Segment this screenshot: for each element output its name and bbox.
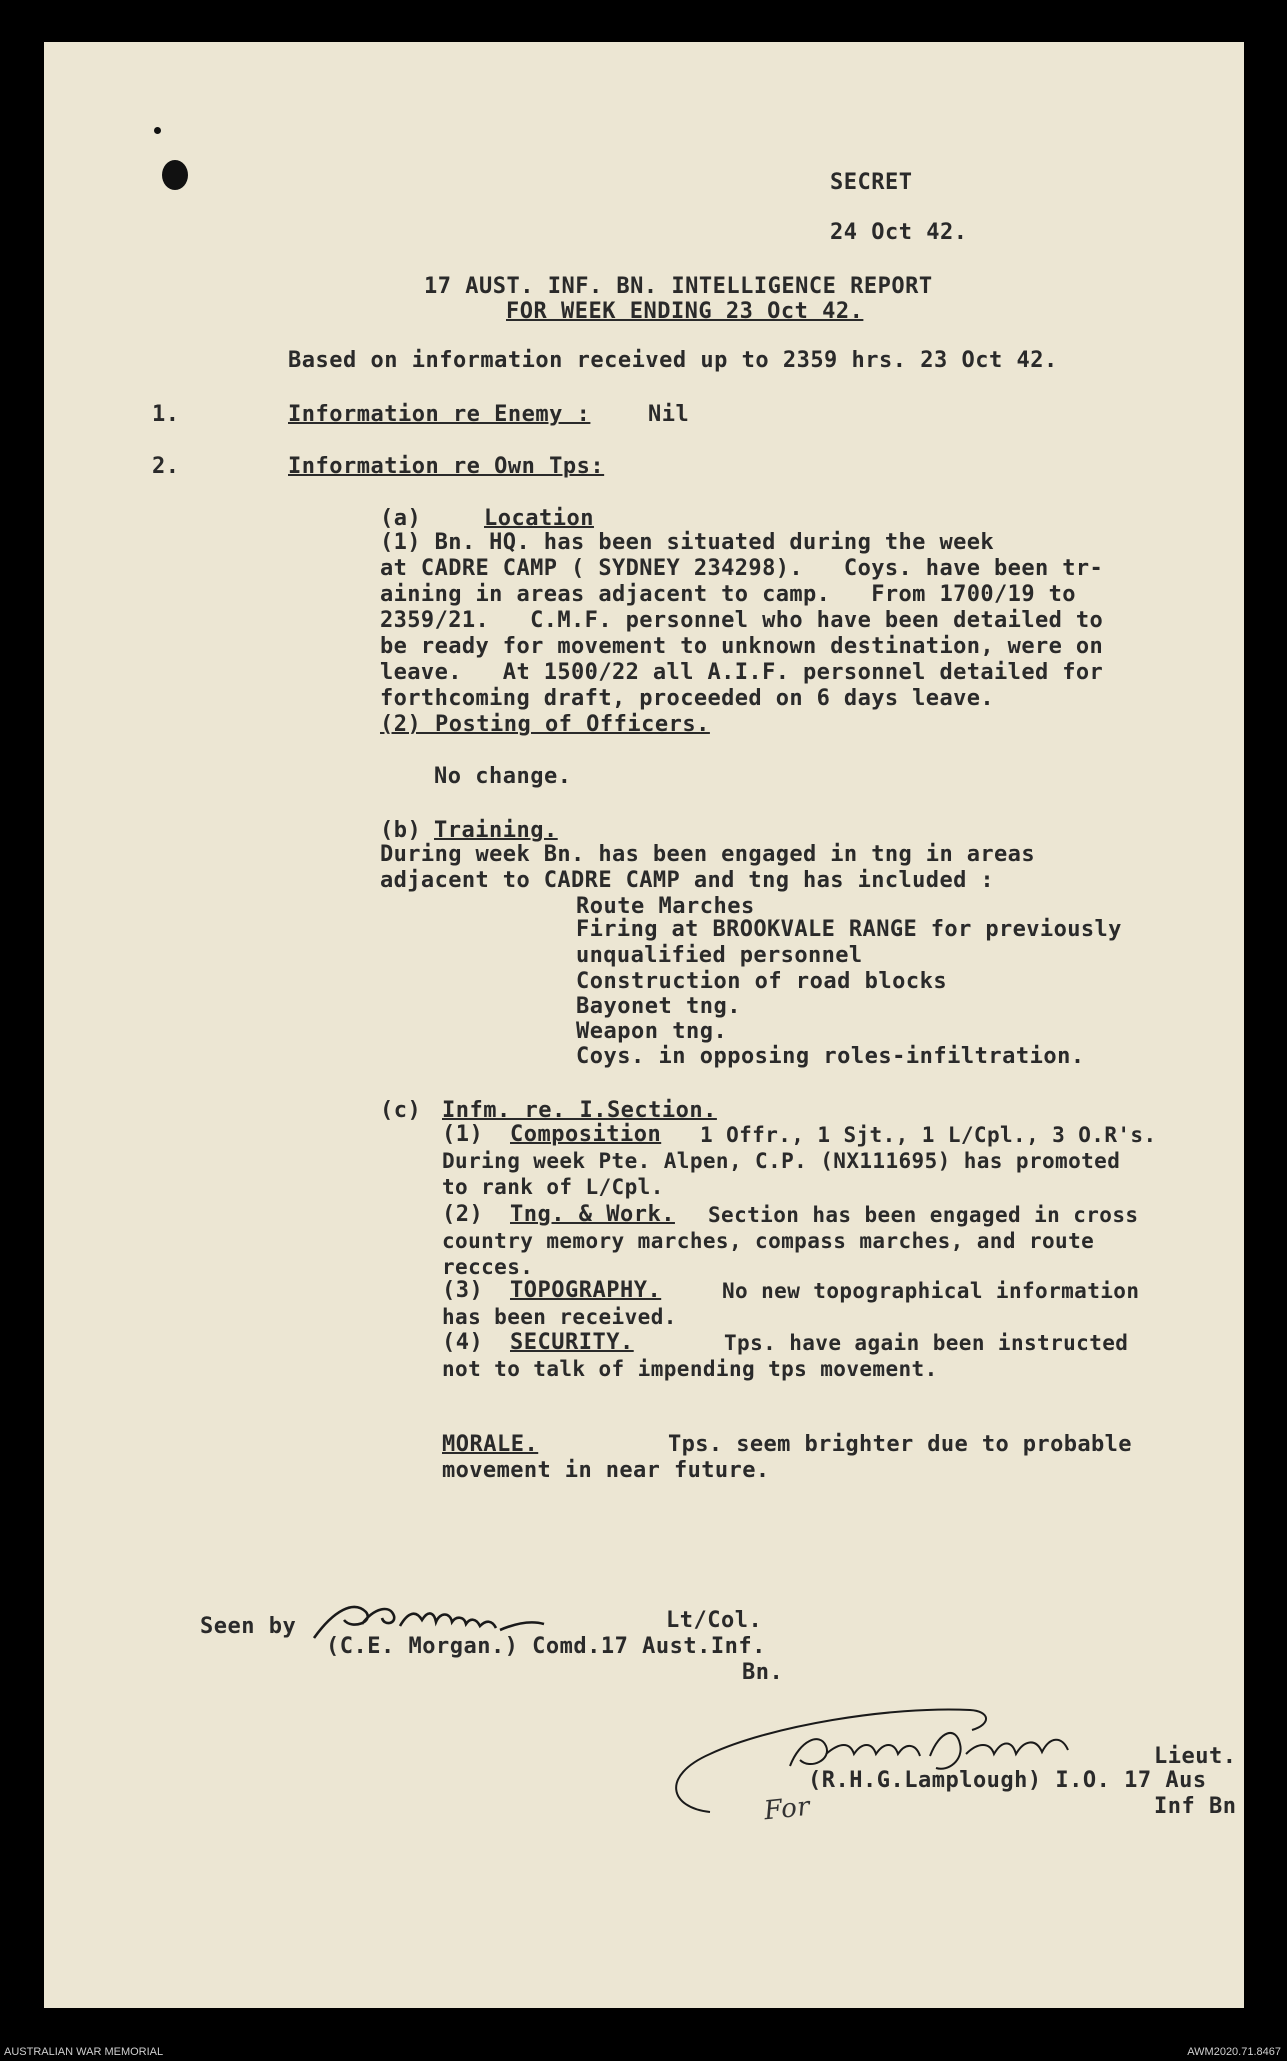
section1-number: 1.	[152, 402, 180, 427]
composition-heading: Composition	[510, 1122, 662, 1147]
io-signature	[650, 1680, 1110, 1820]
morale-text: Tps. seem brighter due to probable movement in near future.	[442, 1432, 1132, 1483]
training-item: Route Marches	[576, 894, 755, 919]
io-name: (R.H.G.Lamplough) I.O. 17 Aus	[808, 1768, 1207, 1793]
training-item: Construction of road blocks	[576, 969, 948, 994]
document-page	[44, 42, 1244, 2008]
location-text: (1) Bn. HQ. has been situated during the week at CADRE CAMP ( SYDNEY 234298). Coys. have been tr- aining in areas adjacent to camp. From 1700/19 to 2359/21. C.M.F. personnel who have been detailed to be ready for movement to unknown destination, were on leave. At 1500/22 all A.I.F. personnel detailed for forthcoming draft, proceeded on 6 days leave.	[380, 530, 1104, 711]
composition-text: 1 Offr., 1 Sjt., 1 L/Cpl., 3 O.R's. During week Pte. Alpen, C.P. (NX111695) has promoted to rank of L/Cpl.	[442, 1123, 1157, 1199]
co-name: (C.E. Morgan.) Comd.17 Aust.Inf.	[326, 1634, 766, 1659]
training-item: Firing at BROOKVALE RANGE for previously unqualified personnel	[576, 917, 1122, 968]
classification-label: SECRET	[830, 170, 913, 195]
for-note: For	[762, 1791, 812, 1827]
training-heading: Training.	[434, 818, 558, 843]
isection-heading: Infm. re. I.Section.	[442, 1098, 717, 1123]
training-item: Coys. in opposing roles-infiltration.	[576, 1044, 1085, 1069]
morale-heading: MORALE.	[442, 1432, 539, 1457]
topography-text: No new topographical information has been received.	[442, 1279, 1140, 1329]
tng-work-number: (2)	[442, 1202, 484, 1227]
io-unit: Inf Bn	[1154, 1794, 1237, 1819]
report-date: 24 Oct 42.	[830, 220, 968, 245]
security-heading: SECURITY.	[510, 1330, 634, 1355]
location-heading: Location	[484, 506, 594, 531]
footer-archive-id: AWM2020.71.8467	[1187, 2046, 1281, 2058]
security-text: Tps. have again been instructed not to talk of impending tps movement.	[442, 1331, 1129, 1381]
topography-heading: TOPOGRAPHY.	[510, 1278, 662, 1303]
security-number: (4)	[442, 1330, 484, 1355]
training-item: Bayonet tng.	[576, 994, 741, 1019]
composition-number: (1)	[442, 1122, 484, 1147]
subsection-c-label: (c)	[380, 1098, 422, 1123]
co-rank: Lt/Col.	[666, 1608, 763, 1633]
based-on-note: Based on information received up to 2359 hrs. 23 Oct 42.	[288, 348, 1058, 373]
training-text: During week Bn. has been engaged in tng in areas adjacent to CADRE CAMP and tng has included :	[380, 842, 1035, 893]
footer-archive-name: AUSTRALIAN WAR MEMORIAL	[4, 2046, 164, 2058]
io-rank: Lieut.	[1154, 1744, 1237, 1769]
training-item: Weapon tng.	[576, 1019, 728, 1044]
report-title-line1: 17 AUST. INF. BN. INTELLIGENCE REPORT	[424, 274, 933, 299]
section1-heading: Information re Enemy :	[288, 402, 591, 427]
co-unit: Bn.	[742, 1660, 784, 1685]
punch-hole-small	[154, 127, 161, 134]
section2-number: 2.	[152, 454, 180, 479]
section2-heading: Information re Own Tps:	[288, 454, 605, 479]
subsection-b-label: (b)	[380, 818, 422, 843]
posting-heading: (2) Posting of Officers.	[380, 712, 710, 737]
seen-by-label: Seen by	[200, 1614, 297, 1639]
subsection-a-label: (a)	[380, 506, 422, 531]
tng-work-text: Section has been engaged in cross country memory marches, compass marches, and route recces.	[442, 1203, 1139, 1279]
tng-work-heading: Tng. & Work.	[510, 1202, 675, 1227]
punch-hole	[162, 160, 188, 190]
report-title-line2: FOR WEEK ENDING 23 Oct 42.	[506, 299, 864, 324]
topography-number: (3)	[442, 1278, 484, 1303]
section1-value: Nil	[648, 402, 690, 427]
posting-text: No change.	[434, 764, 572, 789]
